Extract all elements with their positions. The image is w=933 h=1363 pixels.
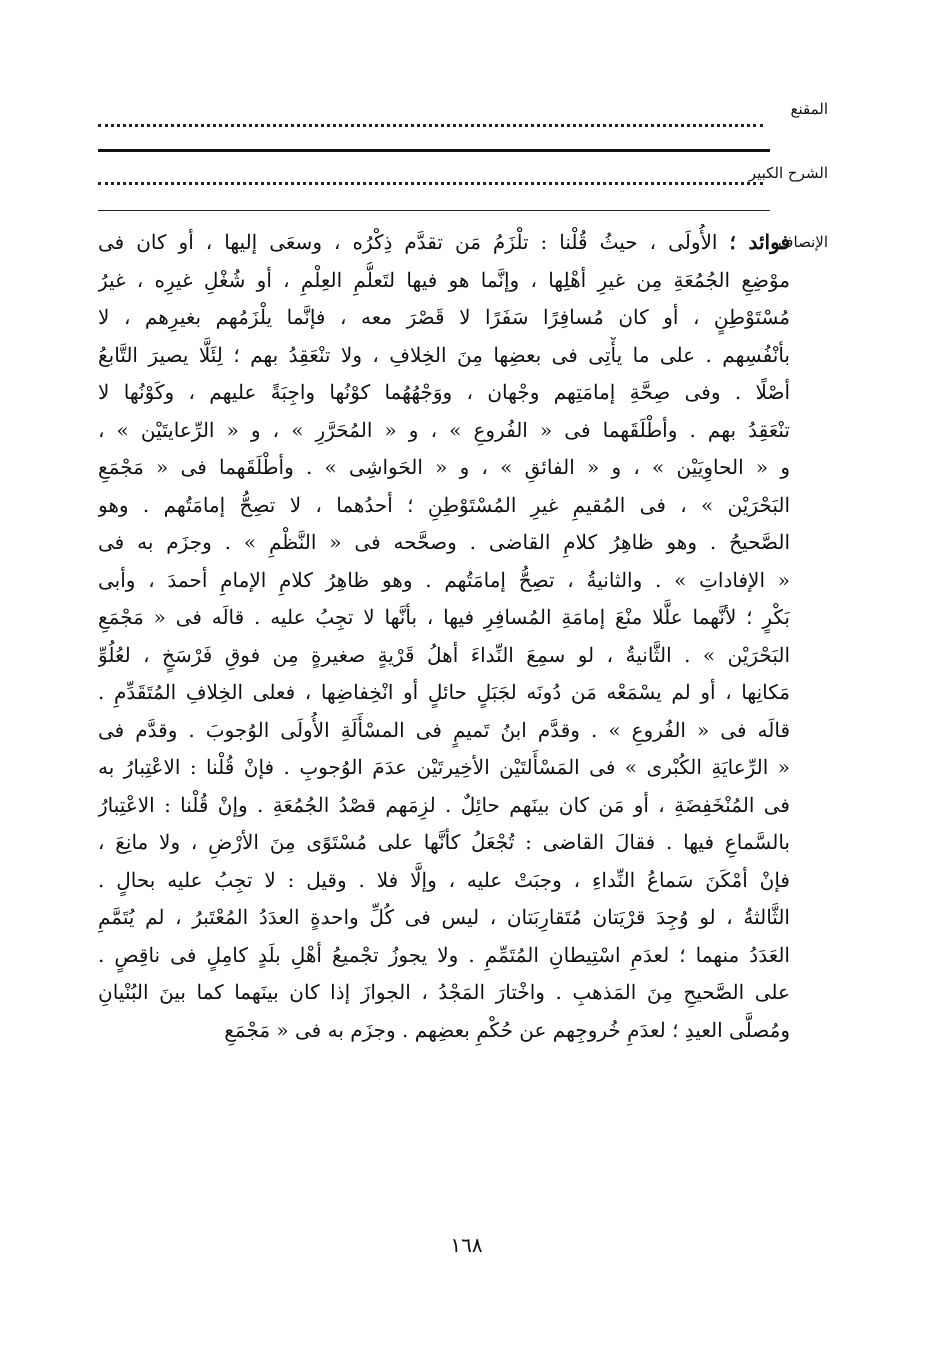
text-line: الصَّحيحُ . وهو ظاهِرُ كلامِ القاضى . وصحَّحه فى « النَّظْمِ » . وجزَم به فى <box>98 530 790 554</box>
page-number: ١٦٨ <box>450 1233 483 1257</box>
text-line <box>98 224 790 262</box>
text-line: على الصَّحيحِ مِنَ المَذهبِ . واخْتارَ المَجْدُ ، الجوازَ إذا كان بينَهما كما بينَ البُنْيانِ <box>98 980 790 1004</box>
text-line: مُسْتَوْطِنٍ ، أو كان مُسافِرًا سَفَرًا لا قَصْرَ معه ، فإنَّما يلْزَمُهم بغيرِهم ، لا <box>98 305 790 329</box>
dotted-line-sharh <box>98 182 763 185</box>
text-line: قالَه فى « الفُروعِ » . وقدَّم ابنُ تَميمٍ فى المسْأَلَةِ الأُولَى الوُجوبَ . وقدَّم فى <box>98 717 790 742</box>
label-insaf: الإنصاف <box>777 233 828 251</box>
text-line: ومُصلَّى العيدِ ؛ لعدَمِ خُروجِهم عن حُكْمِ بعضِهم . وجزَم به فى « مَجْمَعِ <box>224 1017 790 1042</box>
rule-thick <box>98 149 770 152</box>
text-line: « الإفاداتِ » . والثانيةُ ، تصِحُّ إمامَتُهم . وهو ظاهِرُ كلامِ الإمامِ أحمدَ ، وأبى <box>98 567 790 592</box>
label-sharh: الشرح الكبير <box>748 164 828 182</box>
text-line: بالسَّماعِ فيها . فقالَ القاضى : تُجْعَلُ كأنَّها على مُسْتَوًى مِنَ الأرْضِ ، ولا مانِعَ ، <box>98 830 790 854</box>
text-line: فإنْ أمْكَنَ سَماعُ النِّداءِ ، وجبَتْ عليه ، وإلَّا فلا . وقيل : لا تجِبُ عليه بحالٍ . <box>98 867 790 892</box>
dotted-line-muqni <box>98 124 763 127</box>
text-line: العَدَدُ منهما ؛ لعدَمِ اسْتِيطانِ المُتَمِّمِ . ولا يجوزُ تجْميعُ أهْلِ بلَدٍ كامِلٍ فى ناقِصٍ . <box>98 942 790 967</box>
fawaid-heading: فوائد ؛ <box>729 230 790 254</box>
rule-thin <box>98 210 770 211</box>
text-line: « الرِّعايَةِ الكُبْرى » فى المَسْأَلتَيْن الأخِيرتَيْن عدَمَ الوُجوبِ . فإنْ قُلْنا : الاعْتِبارُ به <box>98 755 790 779</box>
text-line: موْضِعِ الجُمُعَةِ مِن غيرِ أهْلِها ، وإنَّما هو فيها لتَعلُّمِ العِلْمِ ، أو شُغْلِ غيرِه ، غيرُ <box>98 267 790 292</box>
text-line: الثَّالثةُ ، لو وُجِدَ قرْيَتان مُتَقارِبَتان ، ليس فى كُلِّ واحدةٍ العدَدُ المُعْتَبرُ ، لم يُتَمَّمِ <box>98 905 790 929</box>
line-text: الأُولَى ، حيثُ قُلْنا : تلْزَمُ مَن تقدَّم ذِكْرُه ، وسعَى إليها ، أو كان فى <box>98 230 718 254</box>
text-line: و « الحاوِيَيْن » ، و « الفائقِ » ، و « الحَواشِى » . وأطْلَقَهما فى « مَجْمَعِ <box>98 455 790 479</box>
text-line: البَحْرَيْن » . الثَّانيةُ ، لو سمِعَ النِّداءَ أهلُ قَرْيةٍ صغيرةٍ مِن فوقِ فَرْسَخٍ ، لعُلُوِّ <box>98 642 790 667</box>
text-line: فى المُنْخَفِضَةِ ، أو مَن كان بينَهم حائِلٌ . لزِمَهم قصْدُ الجُمُعَةِ . وإنْ قُلْنا : الاعْتِبارُ <box>98 792 790 817</box>
label-muqni: المقنع <box>790 100 828 118</box>
text-line: تنْعَقِدُ بهم . وأطْلَقَهما فى « الفُروعِ » ، و « المُحَرَّرِ » ، و « الرِّعايتَيْن » ، <box>98 417 790 442</box>
text-line: أصْلًا . وفى صِحَّةِ إمامَتِهم وجْهان ، ووَجْهُهُما كوْنُها واجِبَةً عليهم ، وكَوْنُها لا <box>98 380 790 404</box>
text-line: مَكانِها ، أو لم يسْمَعْه مَن دُونَه لجَبَلٍ حائلٍ أو انْخِفاضِها ، فعلى الخِلافِ المُتَقَدِّمِ . <box>98 680 790 704</box>
text-line: بأنْفُسِهم . على ما يأْتِى فى بعضِها مِنَ الخِلافِ ، ولا تنْعَقِدُ بهم ؛ لِئَلَّا يصيرَ التَّابعُ <box>98 342 790 367</box>
body-text <box>98 224 790 1049</box>
text-line: بَكْرٍ ؛ لأنَّهما علَّلا منْعَ إمامَةِ المُسافِرِ فيها ، بأنَّها لا تجِبُ عليه . قالَه فى « مَجْمَعِ <box>98 605 790 629</box>
text-line: البَحْرَيْن » ، فى المُقيمِ غيرِ المُسْتَوْطِنِ ؛ أحدُهما ، لا تصِحُّ إمامَتُهم . وهو <box>98 492 790 517</box>
